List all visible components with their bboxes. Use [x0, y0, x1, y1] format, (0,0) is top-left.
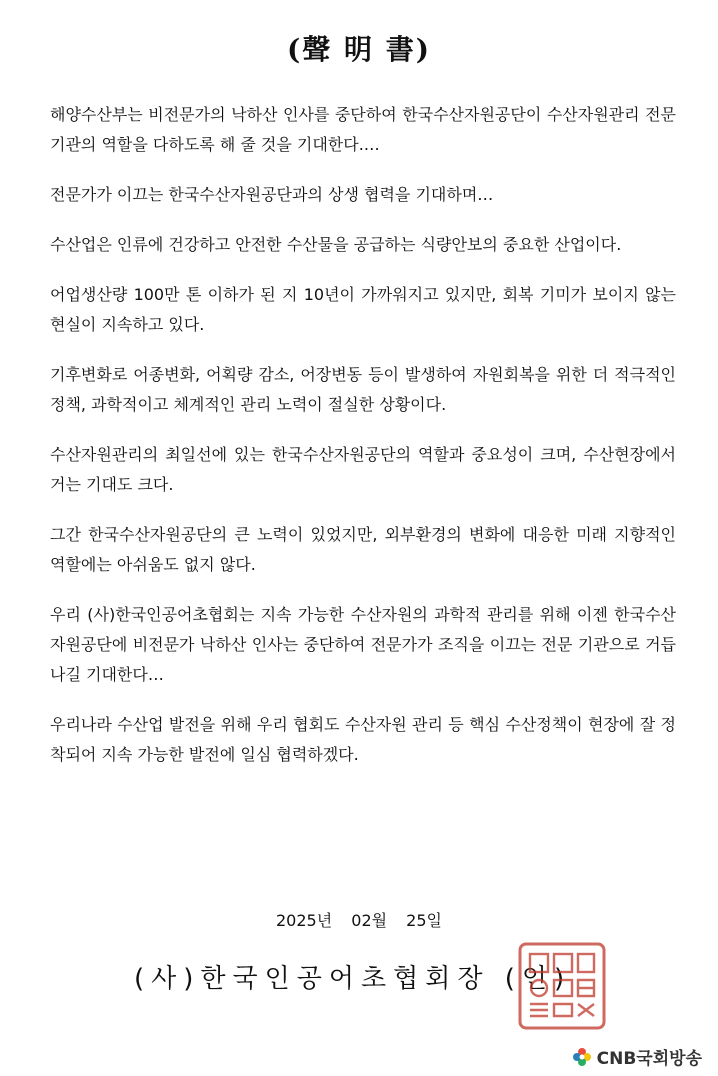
paragraph-2: 전문가가 이끄는 한국수산자원공단과의 상생 협력을 기대하며… — [50, 185, 494, 204]
paragraph-4: 어업생산량 100만 톤 이하가 된 지 10년이 가까워지고 있지만, 회복 기미가 보이지 않는 현실이 지속하고 있다. — [50, 285, 676, 334]
logo-text: CNB국회방송 — [596, 1049, 702, 1069]
broadcaster-logo — [572, 1044, 702, 1069]
official-seal-icon — [516, 940, 608, 1032]
paragraph-5: 기후변화로 어종변화, 어획량 감소, 어장변동 등이 발생하여 자원회복을 위한 더 적극적인 정책, 과학적이고 체계적인 관리 노력이 절실한 상황이다. — [50, 365, 676, 414]
flower-logo-icon — [572, 1047, 592, 1067]
document-date: 2025년 02월 25일 — [276, 911, 442, 930]
paragraph-9: 우리나라 수산업 발전을 위해 우리 협회도 수산자원 관리 등 핵심 수산정책이 현장에 잘 정착되어 지속 가능한 발전에 일심 협력하겠다. — [50, 715, 676, 764]
document-body — [50, 100, 676, 790]
paragraph-1: 해양수산부는 비전문가의 낙하산 인사를 중단하여 한국수산자원공단이 수산자원관리 전문 기관의 역할을 다하도록 해 줄 것을 기대한다.… — [50, 105, 676, 154]
document-title: (聲 明 書) — [287, 33, 431, 66]
paragraph-8: 우리 (사)한국인공어초협회는 지속 가능한 수산자원의 과학적 관리를 위해 이젠 한국수산자원공단에 비전문가 낙하산 인사는 중단하여 전문가가 조직을 이끄는 전문 기관으로 거듭나길 기대한다… — [50, 605, 676, 684]
signature-line: (사)한국인공어초협회장 (인) — [134, 964, 572, 994]
paragraph-6: 수산자원관리의 최일선에 있는 한국수산자원공단의 역할과 중요성이 크며, 수산현장에서 거는 기대도 크다. — [50, 445, 676, 494]
paragraph-3: 수산업은 인류에 건강하고 안전한 수산물을 공급하는 식량안보의 중요한 산업이다. — [50, 235, 622, 254]
seal-glyphs — [530, 954, 594, 1016]
paragraph-7: 그간 한국수산자원공단의 큰 노력이 있었지만, 외부환경의 변화에 대응한 미래 지향적인 역할에는 아쉬움도 없지 않다. — [50, 525, 676, 574]
